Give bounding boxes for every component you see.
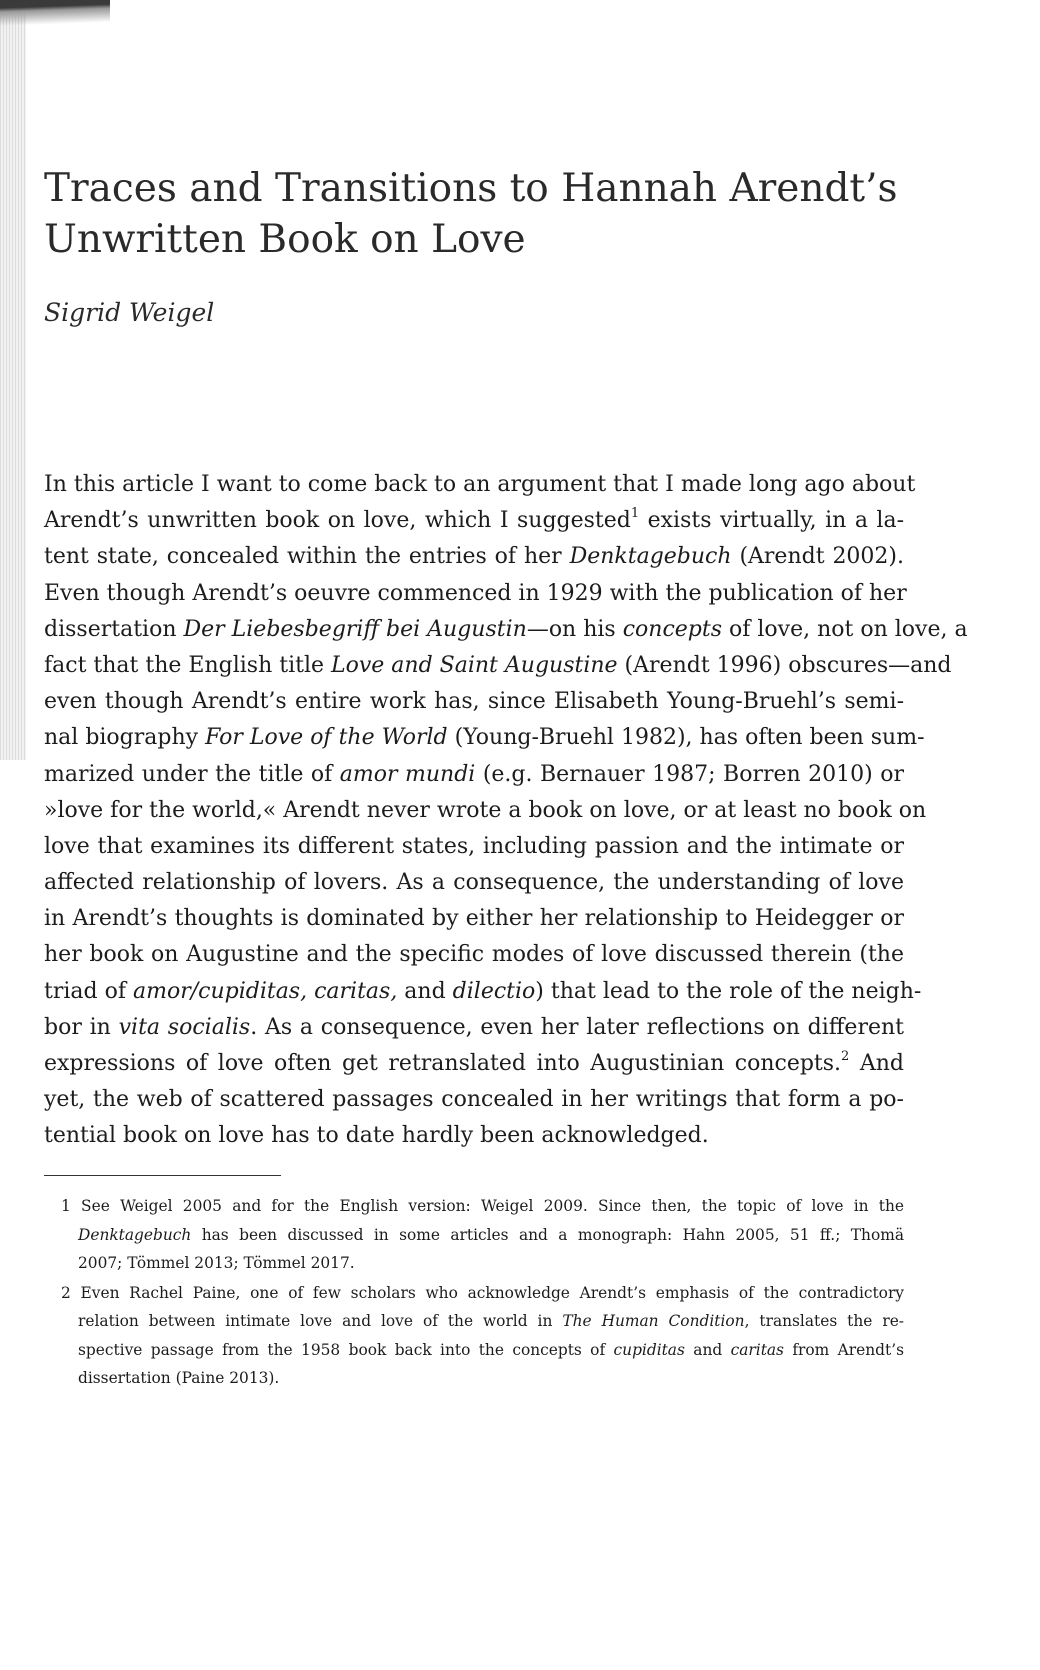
footnote-2-line: 2 Even Rachel Paine, one of few scholars who acknowledge Arendt’s emphasis of the contradictory — [61, 1283, 904, 1302]
body-line: bor in vita socialis. As a consequence, even her later reflections on different — [44, 1014, 904, 1040]
article-title — [44, 163, 904, 265]
body-line: »love for the world,« Arendt never wrote a book on love, or at least no book on — [44, 797, 927, 823]
body-line: tential book on love has to date hardly been acknowledged. — [44, 1123, 709, 1149]
body-line: fact that the English title Love and Saint Augustine (Arendt 1996) obscures—and — [44, 652, 952, 678]
footnotes — [61, 1192, 904, 1393]
body-line: marized under the title of amor mundi (e.g. Bernauer 1987; Borren 2010) or — [44, 761, 904, 787]
body-line: dissertation Der Liebesbegriff bei Augustin—on his concepts of love, not on love, a — [44, 616, 968, 642]
body-line: nal biography For Love of the World (Young-Bruehl 1982), has often been sum- — [44, 725, 925, 751]
body-line: yet, the web of scattered passages concealed in her writings that form a po- — [44, 1087, 904, 1113]
body-paragraph — [44, 467, 968, 1155]
body-line: even though Arendt’s entire work has, since Elisabeth Young-Bruehl’s semi- — [44, 689, 904, 715]
body-line: her book on Augustine and the specific modes of love discussed therein (the — [44, 942, 904, 968]
title-line-2: Unwritten Book on Love — [44, 217, 526, 262]
body-line: Even though Arendt’s oeuvre commenced in 1929 with the publication of her — [44, 580, 907, 606]
footnote-1-line: 2007; Tömmel 2013; Tömmel 2017. — [78, 1254, 355, 1272]
footnote-2-line: dissertation (Paine 2013). — [78, 1369, 280, 1387]
body-line: affected relationship of lovers. As a consequence, the understanding of love — [44, 870, 904, 896]
footnote-1-line: Denktagebuch has been discussed in some articles and a monograph: Hahn 2005, 51 ff.; Thomä — [78, 1225, 904, 1244]
page — [44, 0, 968, 1670]
body-line: expressions of love often get retranslated into Augustinian concepts.$^2$ And — [44, 1048, 904, 1076]
body-line: In this article I want to come back to an argument that I made long ago about — [44, 472, 916, 497]
scan-shadow-edge — [0, 0, 26, 760]
footnote-1-line: 1 See Weigel 2005 and for the English version: Weigel 2009. Since then, the topic of love in the — [61, 1197, 904, 1215]
footnote-ref-2: 2 — [841, 1048, 850, 1064]
footnote-ref-1: 1 — [630, 505, 640, 521]
body-line: triad of amor/cupiditas, caritas, and dilectio) that lead to the role of the neigh- — [44, 978, 922, 1004]
footnote-2-line: spective passage from the 1958 book back into the concepts of cupiditas and caritas from Arendt’s — [78, 1340, 904, 1359]
title-line-1: Traces and Transitions to Hannah Arendt’s — [44, 166, 898, 211]
article-author: Sigrid Weigel — [44, 298, 215, 327]
body-line: tent state, concealed within the entries of her Denktagebuch (Arendt 2002). — [44, 544, 905, 570]
body-line: in Arendt’s thoughts is dominated by either her relationship to Heidegger or — [44, 906, 904, 932]
footnote-divider — [44, 1175, 281, 1176]
body-line: love that examines its different states, including passion and the intimate or — [44, 833, 904, 859]
body-line: Arendt’s unwritten book on love, which I suggested$^1$ exists virtually, in a la- — [44, 505, 905, 534]
footnote-2-line: relation between intimate love and love of the world in The Human Condition, translates the re- — [78, 1312, 905, 1330]
